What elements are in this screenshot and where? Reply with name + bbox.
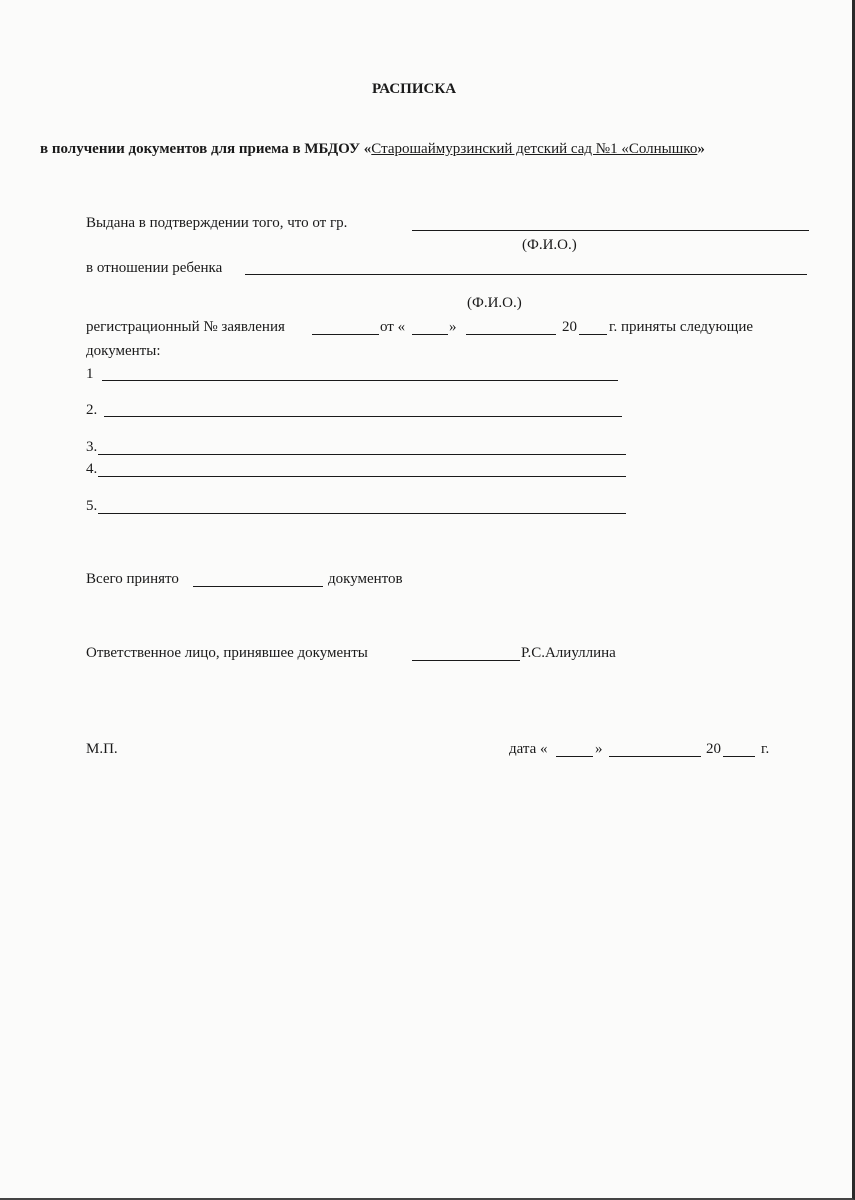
registration-year-field[interactable] [579,334,607,335]
institution-name: Старошаймурзинский детский сад №1 «Солнышко [371,141,698,157]
doc-item-number: 5. [86,498,98,514]
page-title: РАСПИСКА [372,81,457,97]
registration-accepted-text: г. приняты следующие [609,319,754,335]
doc-item-field[interactable] [104,416,622,417]
date-month-field[interactable] [609,756,701,757]
total-label: Всего принято [86,571,179,587]
citizen-fio-caption: (Ф.И.О.) [522,237,577,253]
responsible-name: Р.С.Алиуллина [521,645,616,661]
date-quote-close: » [595,741,603,757]
doc-item-number: 3. [86,439,98,455]
registration-from: от « [380,319,406,335]
subtitle-suffix: » [697,141,705,157]
stamp-label: М.П. [86,741,118,757]
doc-item-number: 2. [86,402,98,418]
doc-item-field[interactable] [98,454,626,455]
registration-number-field[interactable] [312,334,379,335]
doc-item-field[interactable] [98,513,626,514]
doc-item-field[interactable] [102,380,618,381]
registration-month-field[interactable] [466,334,556,335]
registration-quote-close: » [449,319,457,335]
documents-label: документы: [86,343,161,359]
date-label: дата « [509,741,548,757]
child-fio-caption: (Ф.И.О.) [467,295,522,311]
date-year-field[interactable] [723,756,755,757]
registration-year-prefix: 20 [562,319,577,335]
total-suffix: документов [328,571,403,587]
date-day-field[interactable] [556,756,593,757]
doc-item-number: 1 [86,366,94,382]
child-text: в отношении ребенка [86,260,223,276]
total-count-field[interactable] [193,586,323,587]
receipt-subtitle [40,140,705,158]
citizen-fio-field[interactable] [412,230,809,231]
registration-label: регистрационный № заявления [86,319,285,335]
child-fio-field[interactable] [245,274,807,275]
doc-item-field[interactable] [98,476,626,477]
date-year-suffix: г. [761,741,770,757]
issued-text: Выдана в подтверждении того, что от гр. [86,215,348,231]
responsible-signature-field[interactable] [412,660,520,661]
date-year-prefix: 20 [706,741,721,757]
doc-item-number: 4. [86,461,98,477]
responsible-label: Ответственное лицо, принявшее документы [86,645,368,661]
registration-day-field[interactable] [412,334,448,335]
subtitle-prefix: в получении документов для приема в МБДОУ « [40,141,372,157]
